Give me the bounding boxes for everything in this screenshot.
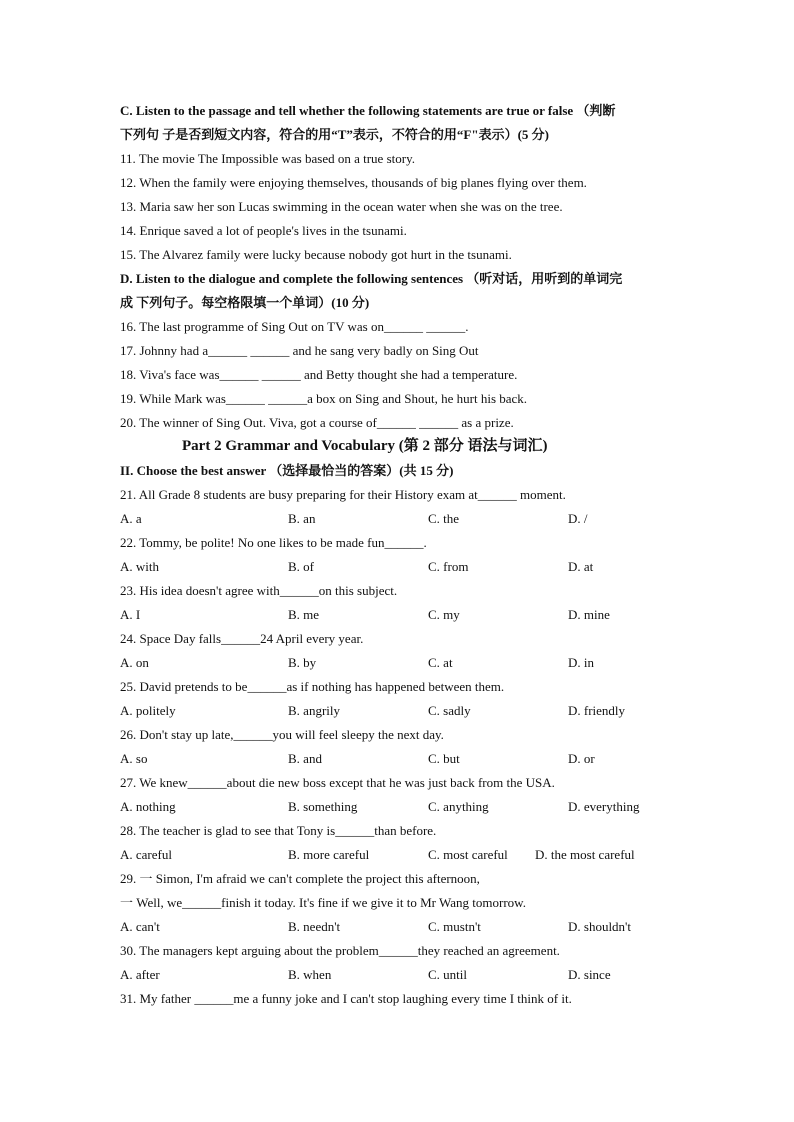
question-28-stem: 28. The teacher is glad to see that Tony is______than before. xyxy=(120,823,437,838)
statement-15: 15. The Alvarez family were lucky because nobody got hurt in the tsunami. xyxy=(120,247,512,262)
question-29-option-a: A. can't xyxy=(120,919,160,934)
question-29-option-d: D. shouldn't xyxy=(568,919,632,934)
question-22-option-b: B. of xyxy=(288,559,314,574)
sentence-18: 18. Viva's face was______ ______ and Betty thought she had a temperature. xyxy=(120,367,518,382)
question-30-option-b: B. when xyxy=(288,967,332,982)
sentence-20: 20. The winner of Sing Out. Viva, got a course of______ ______ as a prize. xyxy=(120,415,514,430)
question-25-option-c: C. sadly xyxy=(428,703,471,718)
question-23-option-d: D. mine xyxy=(568,607,610,622)
question-23-option-b: B. me xyxy=(288,607,320,622)
question-21-option-a: A. a xyxy=(120,511,142,526)
question-24-option-d: D. in xyxy=(568,655,594,670)
statement-12: 12. When the family were enjoying themselves, thousands of big planes flying over them. xyxy=(120,175,587,190)
question-24-option-a: A. on xyxy=(120,655,149,670)
question-29-stem-reply: 一 Well, we______finish it today. It's fine if we give it to Mr Wang tomorrow. xyxy=(120,895,526,910)
question-29-option-c: C. mustn't xyxy=(428,919,481,934)
question-23-option-c: C. my xyxy=(428,607,460,622)
question-21-option-d: D. / xyxy=(568,511,588,526)
statement-13: 13. Maria saw her son Lucas swimming in the ocean water when she was on the tree. xyxy=(120,199,563,214)
question-28-option-d: D. the most careful xyxy=(535,847,635,862)
question-27-stem: 27. We knew______about die new boss except that he was just back from the USA. xyxy=(120,775,555,790)
sentence-19: 19. While Mark was______ ______a box on Sing and Shout, he hurt his back. xyxy=(120,391,528,406)
question-24-option-b: B. by xyxy=(288,655,317,670)
question-28-option-c: C. most careful xyxy=(428,847,508,862)
question-22-option-a: A. with xyxy=(120,559,159,574)
sentence-16: 16. The last programme of Sing Out on TV was on______ ______. xyxy=(120,319,469,334)
question-30-option-d: D. since xyxy=(568,967,611,982)
question-30-option-c: C. until xyxy=(428,967,468,982)
section-ii-header: II. Choose the best answer （选择最恰当的答案）(共 15 分) xyxy=(120,463,454,478)
question-27-option-a: A. nothing xyxy=(120,799,176,814)
question-26-option-b: B. and xyxy=(288,751,322,766)
question-26-option-d: D. or xyxy=(568,751,595,766)
question-27-option-d: D. everything xyxy=(568,799,640,814)
question-22-option-c: C. from xyxy=(428,559,469,574)
question-28-option-b: B. more careful xyxy=(288,847,370,862)
question-22-stem: 22. Tommy, be polite! No one likes to be made fun______. xyxy=(120,535,427,550)
statement-14: 14. Enrique saved a lot of people's lives in the tsunami. xyxy=(120,223,407,238)
section-c-header: C. Listen to the passage and tell whether the following statements are true or false （判断 xyxy=(120,103,616,118)
question-28-option-a: A. careful xyxy=(120,847,172,862)
section-d-header-cn: 成 下列句子。每空格限填一个单词）(10 分) xyxy=(120,295,370,310)
part-2-title: Part 2 Grammar and Vocabulary (第 2 部分 语法与词汇) xyxy=(182,438,548,454)
question-21-option-c: C. the xyxy=(428,511,460,526)
question-31-stem: 31. My father ______me a funny joke and I can't stop laughing every time I think of it. xyxy=(120,991,572,1006)
question-25-option-a: A. politely xyxy=(120,703,176,718)
question-24-stem: 24. Space Day falls______24 April every year. xyxy=(120,631,364,646)
question-30-option-a: A. after xyxy=(120,967,160,982)
question-25-option-b: B. angrily xyxy=(288,703,340,718)
question-21-option-b: B. an xyxy=(288,511,316,526)
question-23-stem: 23. His idea doesn't agree with______on this subject. xyxy=(120,583,398,598)
question-26-option-a: A. so xyxy=(120,751,148,766)
question-24-option-c: C. at xyxy=(428,655,453,670)
section-d-header: D. Listen to the dialogue and complete the following sentences （听对话，用听到的单词完 xyxy=(120,271,623,286)
question-25-stem: 25. David pretends to be______as if nothing has happened between them. xyxy=(120,679,505,694)
question-25-option-d: D. friendly xyxy=(568,703,626,718)
sentence-17: 17. Johnny had a______ ______ and he sang very badly on Sing Out xyxy=(120,343,479,358)
section-c-header-cn: 下列句 子是否到短文内容，符合的用“T”表示，不符合的用“F"表示）(5 分) xyxy=(120,127,549,142)
question-22-option-d: D. at xyxy=(568,559,594,574)
question-26-stem: 26. Don't stay up late,______you will feel sleepy the next day. xyxy=(120,727,444,742)
question-27-option-b: B. something xyxy=(288,799,358,814)
question-29-stem: 29. 一 Simon, I'm afraid we can't complete the project this afternoon, xyxy=(120,871,480,886)
question-26-option-c: C. but xyxy=(428,751,460,766)
question-27-option-c: C. anything xyxy=(428,799,489,814)
question-30-stem: 30. The managers kept arguing about the problem______they reached an agreement. xyxy=(120,943,560,958)
question-29-option-b: B. needn't xyxy=(288,919,341,934)
question-21-stem: 21. All Grade 8 students are busy preparing for their History exam at______ moment. xyxy=(120,487,566,502)
question-23-option-a: A. I xyxy=(120,607,141,622)
statement-11: 11. The movie The Impossible was based on a true story. xyxy=(120,151,415,166)
